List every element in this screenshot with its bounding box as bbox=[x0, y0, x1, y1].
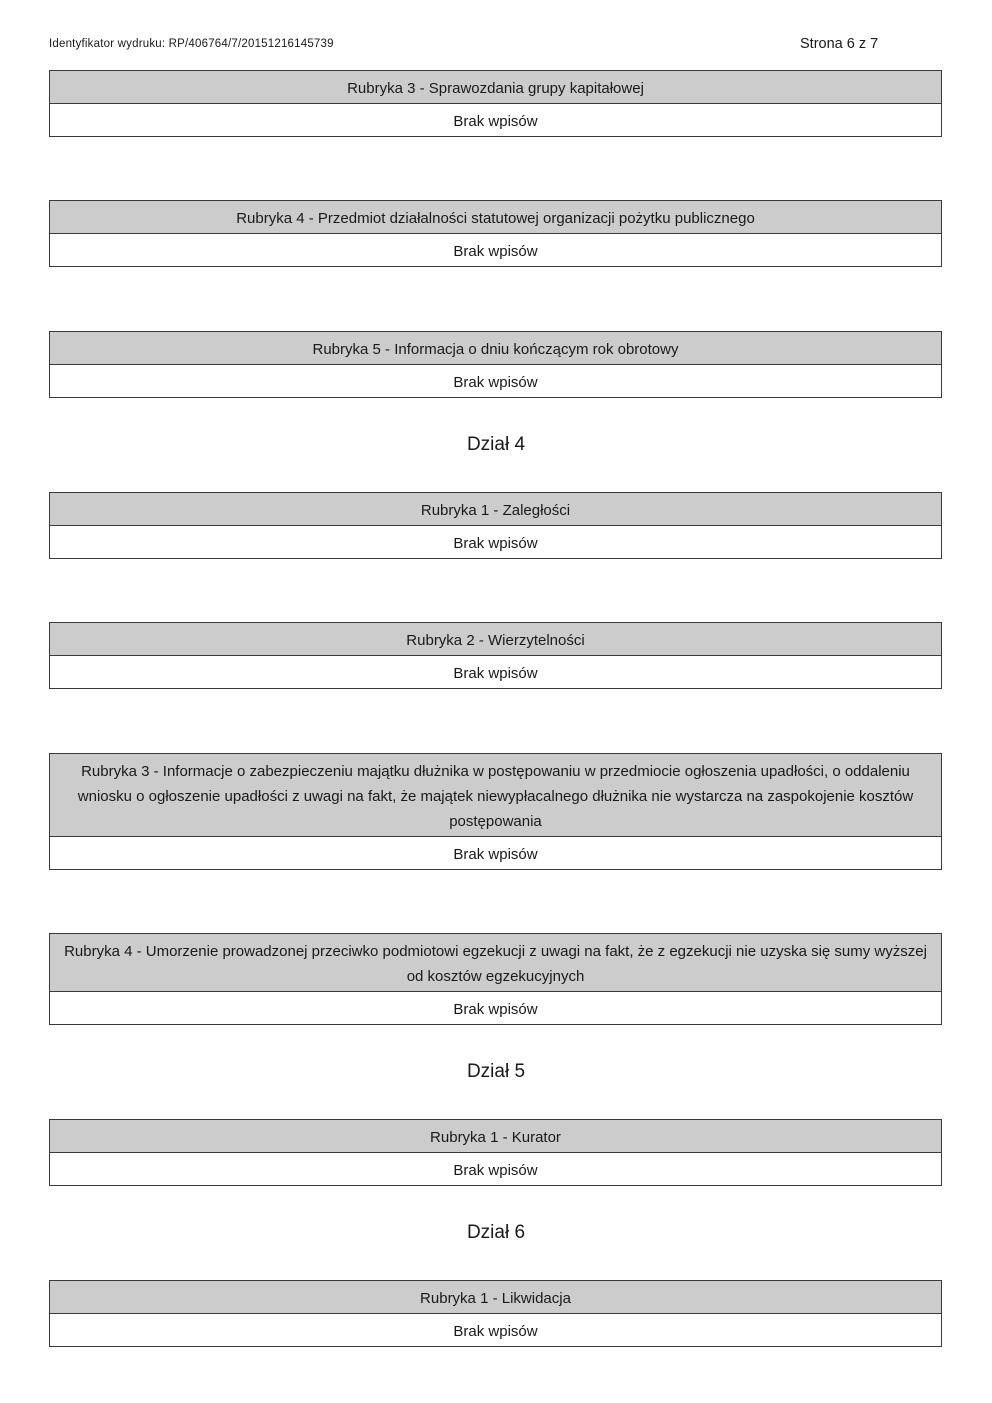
section-d4-rubryka-1 bbox=[49, 492, 942, 559]
section-title: Rubryka 3 - Informacje o zabezpieczeniu majątku dłużnika w postępowaniu w przedmiocie ogłoszenia upadłości, o oddaleniu wniosku o ogłoszenie upadłości z uwagi na fakt, że majątek niewypłacalnego dłużnika nie wystarcza na zaspokojenie kosztów postępowania bbox=[50, 754, 941, 837]
section-rubryka-3 bbox=[49, 70, 942, 137]
section-d4-rubryka-4 bbox=[49, 933, 942, 1025]
section-d4-rubryka-2 bbox=[49, 622, 942, 689]
section-value: Brak wpisów bbox=[453, 243, 538, 260]
section-title: Rubryka 1 - Likwidacja bbox=[50, 1281, 941, 1314]
section-title: Rubryka 4 - Przedmiot działalności statutowej organizacji pożytku publicznego bbox=[50, 201, 941, 234]
section-value: Brak wpisów bbox=[453, 374, 538, 391]
section-title: Rubryka 4 - Umorzenie prowadzonej przeciwko podmiotowi egzekucji z uwagi na fakt, że z egzekucji nie uzyska się sumy wyższej od kosztów egzekucyjnych bbox=[50, 934, 941, 992]
section-d6-rubryka-1 bbox=[49, 1280, 942, 1347]
section-value: Brak wpisów bbox=[453, 1001, 538, 1018]
page-number: Strona 6 z 7 bbox=[800, 36, 879, 52]
section-value: Brak wpisów bbox=[453, 665, 538, 682]
print-identifier: Identyfikator wydruku: RP/406764/7/20151216145739 bbox=[49, 38, 334, 50]
section-value: Brak wpisów bbox=[453, 1323, 538, 1340]
section-d4-rubryka-3 bbox=[49, 753, 942, 870]
section-title: Rubryka 1 - Kurator bbox=[50, 1120, 941, 1153]
section-title: Rubryka 5 - Informacja o dniu kończącym rok obrotowy bbox=[50, 332, 941, 365]
section-rubryka-5 bbox=[49, 331, 942, 398]
section-value: Brak wpisów bbox=[453, 113, 538, 130]
section-rubryka-4 bbox=[49, 200, 942, 267]
section-value: Brak wpisów bbox=[453, 1162, 538, 1179]
dzial-4-heading: Dział 4 bbox=[466, 434, 526, 455]
section-value: Brak wpisów bbox=[453, 846, 538, 863]
dzial-5-heading: Dział 5 bbox=[466, 1061, 526, 1082]
section-title: Rubryka 2 - Wierzytelności bbox=[50, 623, 941, 656]
dzial-6-heading: Dział 6 bbox=[466, 1222, 526, 1243]
section-title: Rubryka 3 - Sprawozdania grupy kapitałowej bbox=[50, 71, 941, 104]
section-value: Brak wpisów bbox=[453, 535, 538, 552]
section-title: Rubryka 1 - Zaległości bbox=[50, 493, 941, 526]
section-d5-rubryka-1 bbox=[49, 1119, 942, 1186]
